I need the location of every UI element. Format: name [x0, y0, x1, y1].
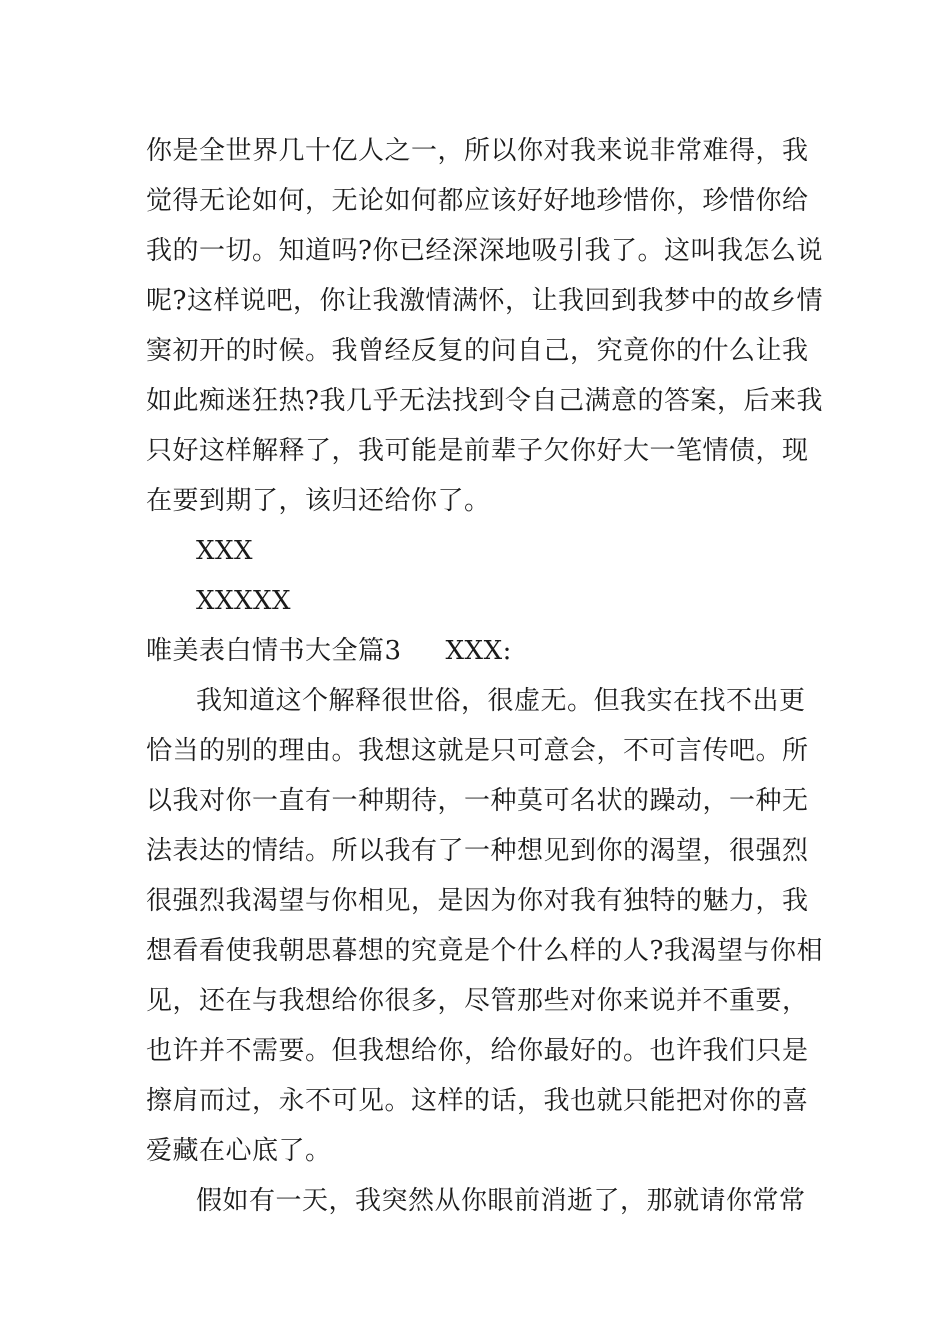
text-line: 窦初开的时候。我曾经反复的问自己，究竟你的什么让我 — [146, 336, 809, 366]
text-line: 在要到期了，该归还给你了。 — [146, 486, 491, 516]
text-line: 觉得无论如何，无论如何都应该好好地珍惜你，珍惜你给 — [146, 186, 809, 216]
letter-salutation: XXX: — [445, 636, 512, 666]
section-title: 唯美表白情书大全篇3 — [146, 636, 402, 666]
text-line: 恰当的别的理由。我想这就是只可意会，不可言传吧。所 — [146, 736, 809, 766]
section-heading — [146, 636, 806, 666]
text-line: 擦肩而过，永不可见。这样的话，我也就只能把对你的喜 — [146, 1086, 809, 1116]
text-line: 我的一切。知道吗?你已经深深地吸引我了。这叫我怎么说 — [146, 236, 823, 266]
text-line: 很强烈我渴望与你相见，是因为你对我有独特的魅力，我 — [146, 886, 809, 916]
text-line: 假如有一天，我突然从你眼前消逝了，那就请你常常 — [196, 1186, 806, 1216]
signature-date: XXXXX — [196, 586, 292, 616]
text-line: 以我对你一直有一种期待，一种莫可名状的躁动，一种无 — [146, 786, 809, 816]
text-line: 你是全世界几十亿人之一，所以你对我来说非常难得，我 — [146, 136, 809, 166]
text-line: 法表达的情结。所以我有了一种想见到你的渴望，很强烈 — [146, 836, 809, 866]
text-line: 只好这样解释了，我可能是前辈子欠你好大一笔情债，现 — [146, 436, 809, 466]
text-line: 想看看使我朝思暮想的究竟是个什么样的人?我渴望与你相 — [146, 936, 823, 966]
text-line: 见，还在与我想给你很多，尽管那些对你来说并不重要， — [146, 986, 809, 1016]
signature-name: XXX — [196, 536, 254, 566]
text-line: 呢?这样说吧，你让我激情满怀，让我回到我梦中的故乡情 — [146, 286, 823, 316]
text-line: 我知道这个解释很世俗，很虚无。但我实在找不出更 — [196, 686, 806, 716]
text-line: 也许并不需要。但我想给你，给你最好的。也许我们只是 — [146, 1036, 809, 1066]
text-line: 如此痴迷狂热?我几乎无法找到令自己满意的答案，后来我 — [146, 386, 823, 416]
text-line: 爱藏在心底了。 — [146, 1136, 332, 1166]
